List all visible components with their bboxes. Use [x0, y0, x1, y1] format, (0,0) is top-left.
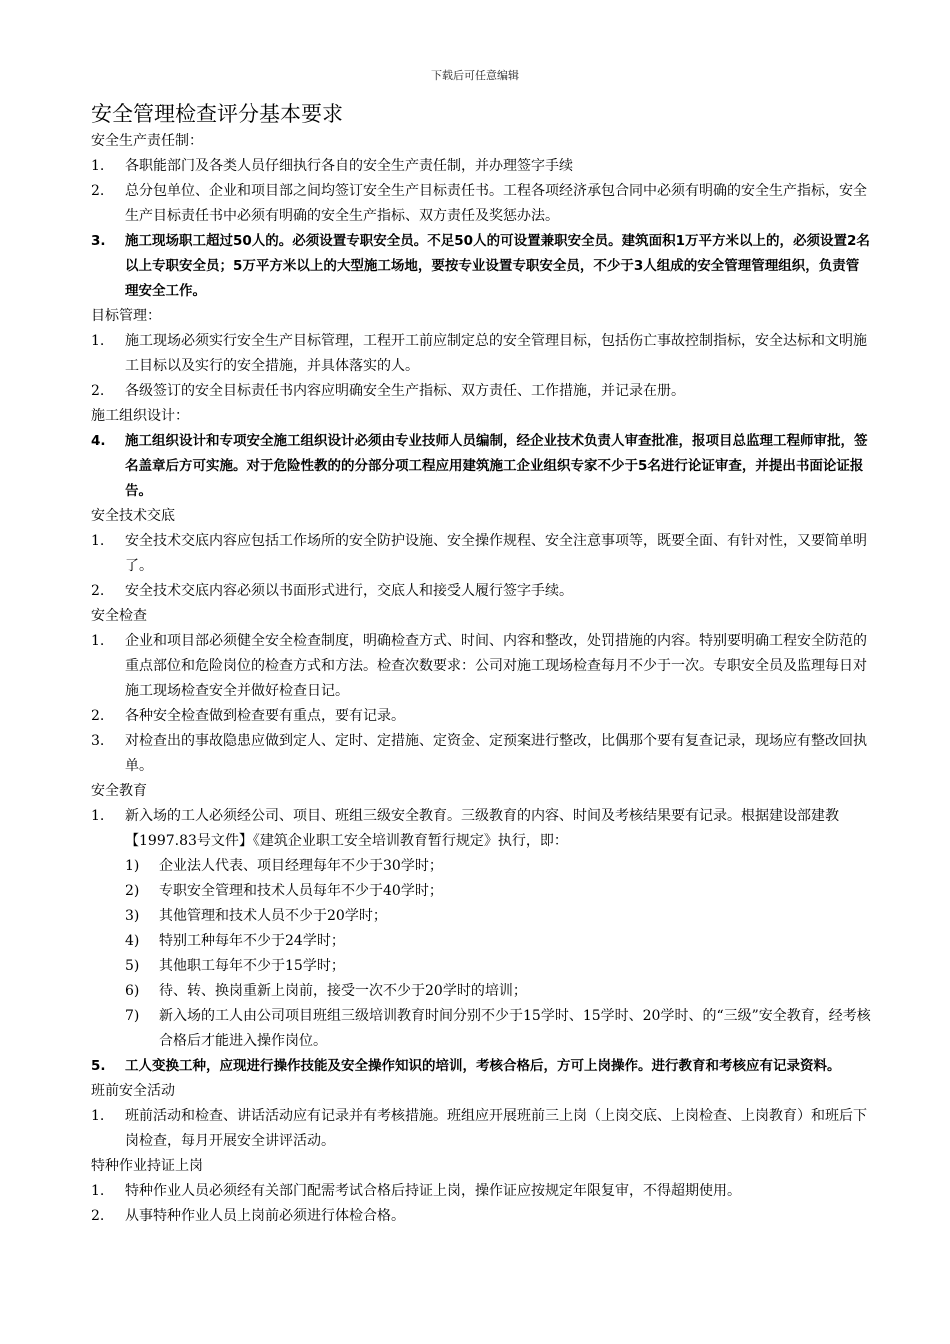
item-number: 1. — [91, 633, 105, 649]
sub-item-text: 待、转、换岗重新上岗前，接受一次不少于20学时的培训； — [159, 983, 527, 999]
item-text: 特种作业人员必须经有关部门配需考试合格后持证上岗，操作证应按规定年限复审，不得超期使用。 — [125, 1183, 741, 1199]
sub-item-number: 4) — [125, 933, 140, 949]
sub-item-text: 特别工种每年不少于24学时； — [159, 933, 345, 949]
sub-item-number: 2) — [125, 883, 140, 899]
list-item — [91, 329, 871, 379]
item-number: 2. — [91, 708, 105, 724]
sub-list-item — [91, 879, 871, 904]
item-text: 工人变换工种，应现进行操作技能及安全操作知识的培训，考核合格后，方可上岗操作。进行教育和考核应有记录资料。 — [125, 1058, 841, 1074]
list-item — [91, 704, 871, 729]
item-text: 新入场的工人必须经公司、项目、班组三级安全教育。三级教育的内容、时间及考核结果要有记录。根据建设部建教【1997.83号文件】《建筑企业职工安全培训教育暂行规定》执行，即： — [125, 808, 839, 849]
section-heading: 安全生产责任制： — [91, 133, 203, 149]
list-item — [91, 179, 871, 229]
sub-item-number: 1) — [125, 858, 140, 874]
item-number: 2. — [91, 1208, 105, 1224]
item-number: 2. — [91, 583, 105, 599]
list-item — [91, 579, 871, 604]
section-heading: 目标管理： — [91, 308, 161, 324]
item-text: 各种安全检查做到检查要有重点，要有记录。 — [125, 708, 405, 724]
section-heading: 施工组织设计： — [91, 408, 189, 424]
item-text: 班前活动和检查、讲话活动应有记录并有考核措施。班组应开展班前三上岗（上岗交底、上岗检查、上岗教育）和班后下岗检查，每月开展安全讲评活动。 — [125, 1108, 867, 1149]
item-number: 1. — [91, 808, 105, 824]
sub-item-text: 专职安全管理和技术人员每年不少于40学时； — [159, 883, 443, 899]
sub-list-item — [91, 1004, 871, 1054]
list-item — [91, 154, 871, 179]
item-text: 企业和项目部必须健全安全检查制度，明确检查方式、时间、内容和整改，处罚措施的内容。特别要明确工程安全防范的重点部位和危险岗位的检查方式和方法。检查次数要求：公司对施工现场检查每月不少于一次。专职安全员及监理每日对施工现场检查安全并做好检查日记。 — [125, 633, 867, 699]
item-number: 1. — [91, 158, 105, 174]
sub-list-item — [91, 929, 871, 954]
sub-list-item — [91, 854, 871, 879]
sub-item-number: 5) — [125, 958, 140, 974]
sub-item-number: 6) — [125, 983, 140, 999]
sections-container — [91, 129, 871, 1229]
sub-item-number: 7) — [125, 1008, 140, 1024]
item-number: 2. — [91, 183, 105, 199]
item-text: 各级签订的安全目标责任书内容应明确安全生产指标、双方责任、工作措施，并记录在册。 — [125, 383, 685, 399]
list-item — [91, 1204, 871, 1229]
item-number: 3. — [91, 733, 105, 749]
section-heading: 特种作业持证上岗 — [91, 1158, 203, 1174]
sub-list-item — [91, 954, 871, 979]
section-heading: 安全检查 — [91, 608, 147, 624]
item-number: 4. — [91, 433, 106, 449]
sub-item-text: 企业法人代表、项目经理每年不少于30学时； — [159, 858, 443, 874]
item-text: 安全技术交底内容应包括工作场所的安全防护设施、安全操作规程、安全注意事项等，既要全面、有针对性，又要简单明了。 — [125, 533, 867, 574]
item-text: 从事特种作业人员上岗前必须进行体检合格。 — [125, 1208, 405, 1224]
item-number: 1. — [91, 1108, 105, 1124]
item-number: 1. — [91, 333, 105, 349]
list-item — [91, 629, 871, 704]
item-text: 施工现场必须实行安全生产目标管理，工程开工前应制定总的安全管理目标，包括伤亡事故控制指标，安全达标和文明施工目标以及实行的安全措施，并具体落实的人。 — [125, 333, 867, 374]
item-number: 5. — [91, 1058, 106, 1074]
list-item — [91, 1054, 871, 1079]
item-text: 各职能部门及各类人员仔细执行各自的安全生产责任制，并办理签字手续 — [125, 158, 573, 174]
item-text: 施工现场职工超过50人的。必须设置专职安全员。不足50人的可设置兼职安全员。建筑面积1万平方米以上的，必须设置2名以上专职安全员；5万平方米以上的大型施工场地，要按专业设置专职安全员，不少于3人组成的安全管理管理组织，负责管理安全工作。 — [125, 233, 870, 299]
list-item — [91, 529, 871, 579]
list-item — [91, 229, 871, 304]
item-number: 2. — [91, 383, 105, 399]
header-note: 下载后可任意编辑 — [431, 69, 519, 82]
sub-list-item — [91, 979, 871, 1004]
item-text: 总分包单位、企业和项目部之间均签订安全生产目标责任书。工程各项经济承包合同中必须有明确的安全生产指标，安全生产目标责任书中必须有明确的安全生产指标、双方责任及奖惩办法。 — [125, 183, 867, 224]
list-item — [91, 379, 871, 404]
sub-list-item — [91, 904, 871, 929]
document-body — [91, 100, 871, 1229]
list-item — [91, 1104, 871, 1154]
item-number: 3. — [91, 233, 106, 249]
item-number: 1. — [91, 533, 105, 549]
item-text: 对检查出的事故隐患应做到定人、定时、定措施、定资金、定预案进行整改，比偶那个要有复查记录，现场应有整改回执单。 — [125, 733, 867, 774]
item-text: 施工组织设计和专项安全施工组织设计必须由专业技师人员编制，经企业技术负责人审查批准，报项目总监理工程师审批，签名盖章后方可实施。对于危险性教的的分部分项工程应用建筑施工企业组织专家不少于5名进行论证审查，并提出书面论证报告。 — [125, 433, 868, 499]
list-item — [91, 1179, 871, 1204]
section-heading: 安全教育 — [91, 783, 147, 799]
list-item — [91, 729, 871, 779]
item-text: 安全技术交底内容必须以书面形式进行，交底人和接受人履行签字手续。 — [125, 583, 573, 599]
sub-item-text: 其他管理和技术人员不少于20学时； — [159, 908, 387, 924]
document-title: 安全管理检查评分基本要求 — [91, 102, 343, 126]
sub-item-number: 3) — [125, 908, 140, 924]
section-heading: 班前安全活动 — [91, 1083, 175, 1099]
sub-item-text: 其他职工每年不少于15学时； — [159, 958, 345, 974]
list-item — [91, 804, 871, 854]
section-heading: 安全技术交底 — [91, 508, 175, 524]
list-item — [91, 429, 871, 504]
sub-item-text: 新入场的工人由公司项目班组三级培训教育时间分别不少于15学时、15学时、20学时、的“三级”安全教育，经考核合格后才能进入操作岗位。 — [159, 1008, 871, 1049]
item-number: 1. — [91, 1183, 105, 1199]
